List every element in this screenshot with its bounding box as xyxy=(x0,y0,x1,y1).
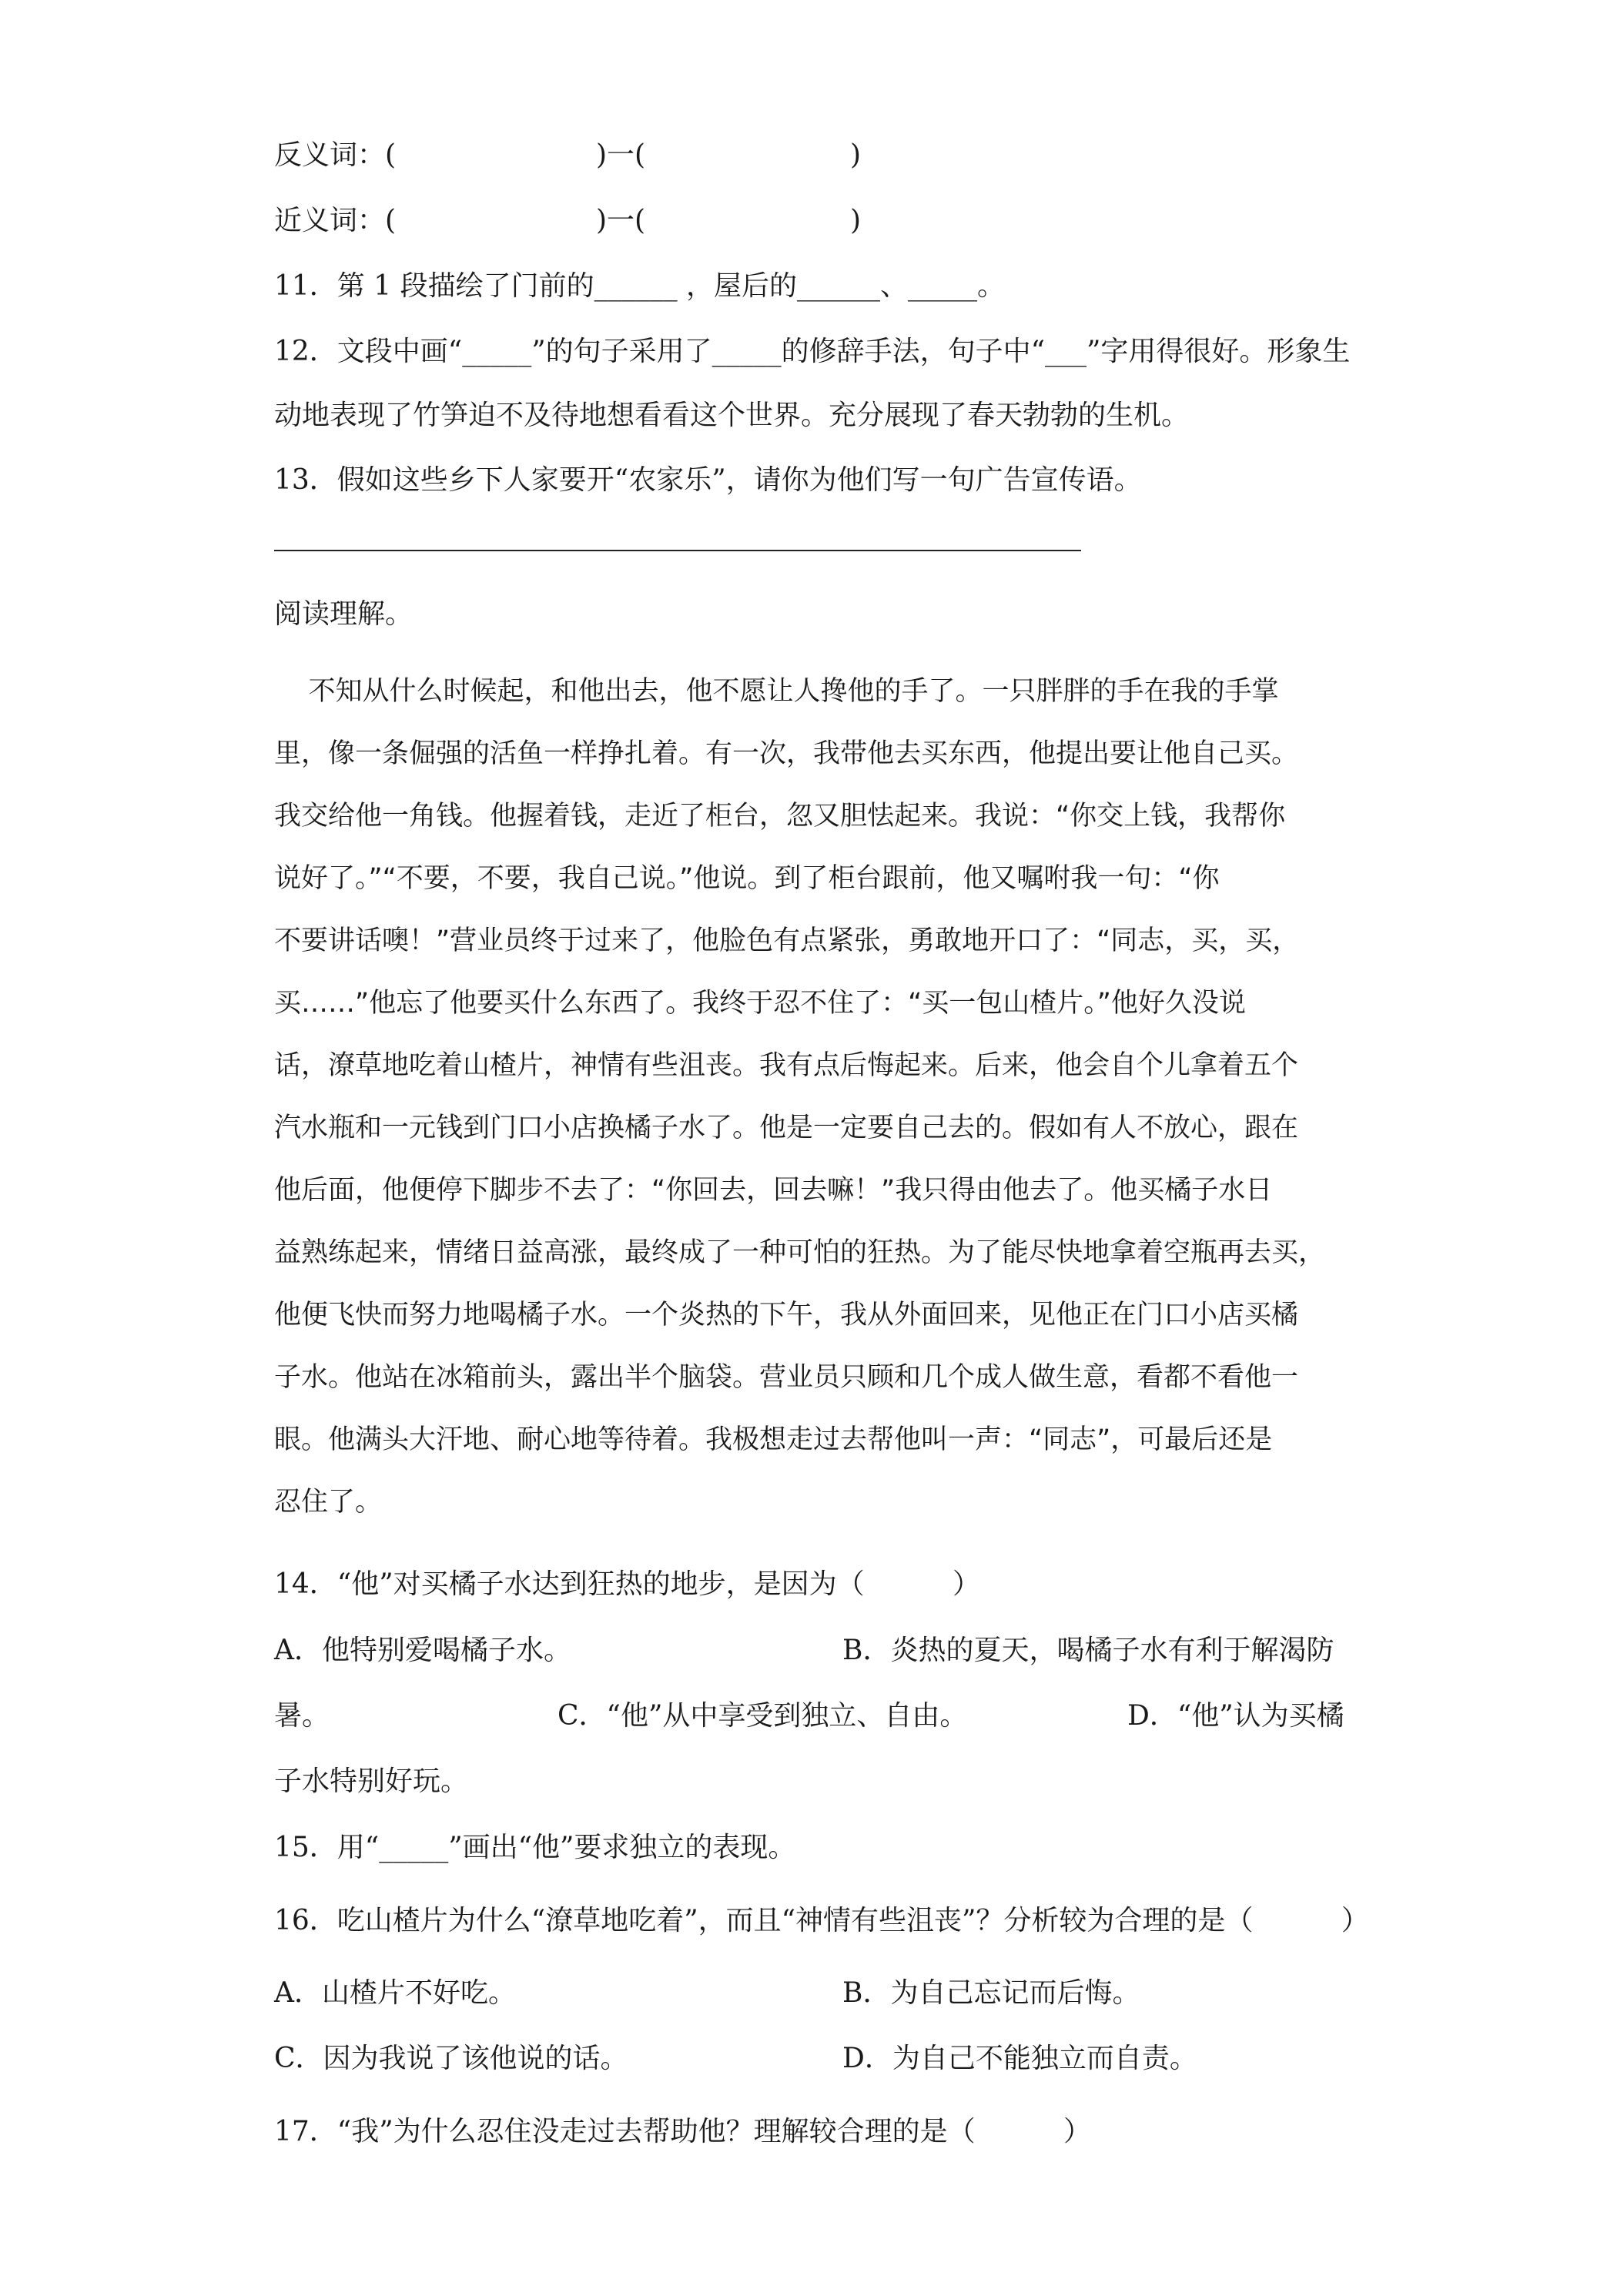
question-13: 13．假如这些乡下人家要开“农家乐”，请你为他们写一句广告宣传语。 xyxy=(274,464,1142,496)
passage-line: 子水。他站在冰箱前头，露出半个脑袋。营业员只顾和几个成人做生意，看都不看他一 xyxy=(274,1362,1299,1393)
option-b-continued: 暑。 xyxy=(274,1700,330,1732)
passage-line: 汽水瓶和一元钱到门口小店换橘子水了。他是一定要自己去的。假如有人不放心，跟在 xyxy=(274,1113,1299,1143)
passage-line: 我交给他一角钱。他握着钱，走近了柜台，忽又胆怯起来。我说：“你交上钱，我帮你 xyxy=(274,801,1286,832)
question-16-options-row-2 xyxy=(274,2040,1352,2077)
antonym-close: ) xyxy=(850,139,862,171)
option-b: B．为自己忘记而后悔。 xyxy=(842,1977,1140,2009)
antonym-line xyxy=(274,137,1352,174)
question-11: 11．第 1 段描绘了门前的______ ，屋后的______、_____。 xyxy=(274,270,1006,302)
question-16-options-row-1 xyxy=(274,1975,1352,2012)
synonym-close: ) xyxy=(850,205,862,236)
option-c: C．“他”从中享受到独立、自由。 xyxy=(558,1700,968,1732)
passage-line: 里，像一条倔强的活鱼一样挣扎着。有一次，我带他去买东西，他提出要让他自己买。 xyxy=(274,738,1299,769)
passage-line: 眼。他满头大汗地、耐心地等待着。我极想走过去帮他叫一声：“同志”，可最后还是 xyxy=(274,1424,1273,1455)
question-12-line-1: 12．文段中画“_____”的句子采用了_____的修辞手法，句子中“___”字用得很好。形象生 xyxy=(274,336,1351,367)
option-d-continued: 子水特别好玩。 xyxy=(274,1766,469,1797)
passage-line: 买……”他忘了他要买什么东西了。我终于忍不住了：“买一包山楂片。”他好久没说 xyxy=(274,988,1246,1019)
section-title: 阅读理解。 xyxy=(274,598,414,630)
passage-line: 不要讲话噢！”营业员终于过来了，他脸色有点紧张，勇敢地开口了：“同志，买，买， xyxy=(274,925,1300,956)
passage-line: 话，潦草地吃着山楂片，神情有些沮丧。我有点后悔起来。后来，他会自个儿拿着五个 xyxy=(274,1050,1299,1081)
passage-line: 他后面，他便停下脚步不去了：“你回去，回去嘛！”我只得由他去了。他买橘子水日 xyxy=(274,1175,1273,1206)
option-d: D．为自己不能独立而自责。 xyxy=(842,2043,1197,2074)
option-b: B．炎热的夏天，喝橘子水有利于解渴防 xyxy=(842,1635,1334,1666)
question-12-line-2: 动地表现了竹笋迫不及待地想看看这个世界。充分展现了春天勃勃的生机。 xyxy=(274,400,1190,431)
passage-line: 益熟练起来，情绪日益高涨，最终成了一种可怕的狂热。为了能尽快地拿着空瓶再去买， xyxy=(274,1237,1326,1268)
question-17: 17．“我”为什么忍住没走过去帮助他？理解较合理的是（ ） xyxy=(274,2116,1092,2147)
question-16-stem: 16．吃山楂片为什么“潦草地吃着”，而且“神情有些沮丧”？分析较为合理的是（ ） xyxy=(274,1905,1369,1936)
question-14-options-row-1 xyxy=(274,1632,1352,1669)
question-14-options-row-2 xyxy=(274,1698,1352,1735)
passage-line: 忍住了。 xyxy=(274,1487,383,1518)
synonym-dash: )一( xyxy=(596,205,646,236)
option-a: A．山楂片不好吃。 xyxy=(274,1977,516,2009)
passage-line: 不知从什么时候起，和他出去，他不愿让人搀他的手了。一只胖胖的手在我的手掌 xyxy=(274,676,1279,707)
option-d: D．“他”认为买橘 xyxy=(1127,1700,1344,1732)
option-a: A．他特别爱喝橘子水。 xyxy=(274,1635,571,1666)
option-c: C．因为我说了该他说的话。 xyxy=(274,2043,628,2074)
answer-blank-line xyxy=(274,550,1081,551)
passage-line: 他便飞快而努力地喝橘子水。一个炎热的下午，我从外面回来，见他正在门口小店买橘 xyxy=(274,1300,1299,1330)
passage-line: 说好了。”“不要，不要，我自己说。”他说。到了柜台跟前，他又嘱咐我一句：“你 xyxy=(274,863,1220,894)
antonym-label: 反义词：( xyxy=(274,139,397,171)
antonym-dash: )一( xyxy=(596,139,646,171)
question-15: 15．用“_____”画出“他”要求独立的表现。 xyxy=(274,1832,796,1863)
question-14-stem: 14．“他”对买橘子水达到狂热的地步，是因为（ ） xyxy=(274,1568,981,1600)
synonym-label: 近义词：( xyxy=(274,205,397,236)
synonym-line xyxy=(274,202,1352,239)
